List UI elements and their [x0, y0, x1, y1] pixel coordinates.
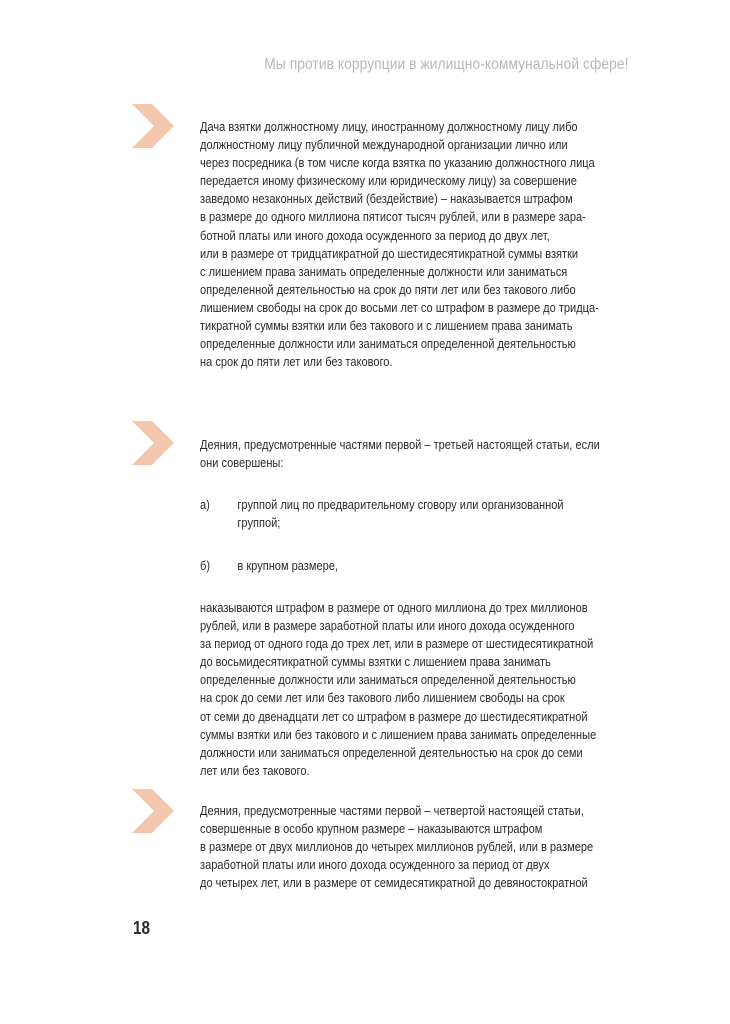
section-2-outro: наказываются штрафом в размере от одного миллиона до трех миллионов рублей, или в размере заработной платы или иного дохода осужденного за период от одного года до трех лет, или в размере от шестидесятикратной до восьмидесятикратной суммы взятки с лишением права занимать определенные должности или заниматься определенной деятельностью на срок до семи лет или без такового либо лишением свободы на срок от семи до двенадцати лет со штрафом в размере до шестидесятикратной суммы взятки или без такового и с лишением права занимать определенные должности или заниматься определенной деятельностью на срок до семи лет или без такового. [200, 600, 597, 778]
chevron-right-icon [132, 789, 174, 833]
list-item-marker: а) [200, 497, 210, 512]
list-item-text: в крупном размере, [237, 558, 338, 573]
section-1-text: Дача взятки должностному лицу, иностранному должностному лицу либо должностному лицу публичной международной организации лично или через посредника (в том числе когда взятка по указанию должностного лица передается иному физическому или юридическому лицу) за совершение заведомо незаконных действий (бездействие) – наказывается штрафом в размере до одного миллиона пятисот тысяч рублей, или в размере зара- ботной платы или иного дохода осужденного за период до двух лет, или в размере от тридцатикратной до шестидесятикратной суммы взятки с лишением права занимать определенные должности или заниматься определенной деятельностью на срок до пяти лет или без такового либо лишением свободы на срок до восьми лет со штрафом в размере до тридца- тикратной суммы взятки или без такового и с лишением права занимать определенные должности или заниматься определенной деятельностью на срок до пяти лет или без такового. [200, 119, 599, 370]
section-3-text: Деяния, предусмотренные частями первой – четвертой настоящей статьи, совершенные в особо крупном размере – наказываются штрафом в размере от двух миллионов до четырех миллионов рублей, или в размере заработной платы или иного дохода осужденного за период от двух до четырех лет, или в размере от семидесятикратной до девяностократной [200, 803, 594, 891]
page-number: 18 [133, 918, 151, 938]
list-item-marker: б) [200, 558, 211, 573]
chevron-right-icon [132, 421, 174, 465]
list-item-text: группой лиц по предварительному сговору или организованной группой; [237, 497, 564, 531]
chevron-right-icon [132, 104, 174, 148]
section-2-intro: Деяния, предусмотренные частями первой – третьей настоящей статьи, если они совершены: [200, 437, 600, 471]
page-header-title: Мы против коррупции в жилищно-коммунальной сфере! [264, 56, 629, 73]
